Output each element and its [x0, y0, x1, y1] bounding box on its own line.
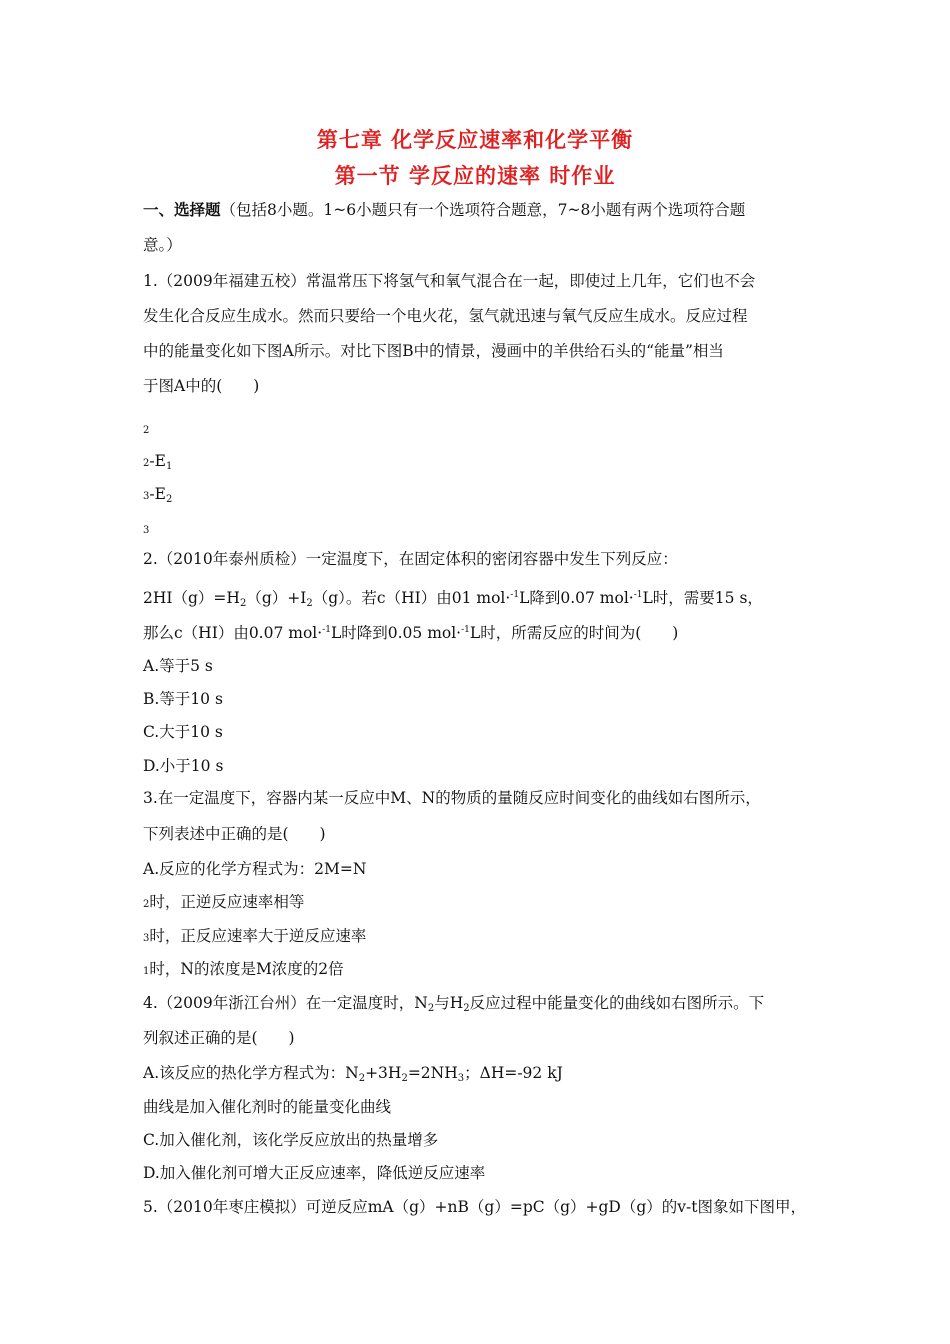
q4-option-a-sub2: 2: [401, 1073, 408, 1084]
q4-option-a-sub3: 3: [457, 1073, 465, 1084]
q4-option-a-d: ；ΔH=-92 kJ: [464, 1064, 563, 1082]
q2-option-d: D.小于10 s: [143, 757, 224, 775]
chapter-title: 第七章 化学反应速率和化学平衡: [316, 127, 634, 152]
q2-line-2-sup2: -1: [633, 590, 643, 600]
q2-line-3-sup2: -1: [461, 625, 470, 635]
section-title: 第一节 学反应的速率 时作业: [334, 163, 616, 188]
q2-line-2-sup1: -1: [510, 590, 520, 600]
q2-line-3: [143, 620, 678, 643]
q3-option-d-text: 时，N的浓度是M浓度的2倍: [149, 960, 344, 978]
q2-option-a: A.等于5 s: [143, 657, 213, 675]
q4-line-2: 列叙述正确的是( ): [143, 1029, 295, 1047]
intro-line-1: [143, 200, 745, 220]
q2-option-c: C.大于10 s: [143, 723, 223, 741]
q4-option-b: 曲线是加入催化剂时的能量变化曲线: [143, 1098, 392, 1116]
q3-option-b-sub: 2: [143, 899, 150, 910]
q3-option-a: A.反应的化学方程式为：2M=N: [143, 860, 367, 878]
q2-line-2-sub1: 2: [239, 598, 247, 609]
q2-line-2-c: （g）。若c（HI）由01 mol·: [312, 589, 511, 607]
q2-line-1: 2.（2010年泰州质检）一定温度下，在固定体积的密闭容器中发生下列反应：: [143, 550, 678, 568]
q2-line-2-sub2: 2: [306, 598, 313, 609]
q4-option-a-sub1: 2: [358, 1073, 366, 1084]
q4-option-d: D.加入催化剂可增大正反应速率，降低逆反应速率: [143, 1164, 486, 1182]
q2-line-3-c: L时，所需反应的时间为( ): [469, 624, 679, 642]
q4-option-a-c: =2NH: [407, 1064, 458, 1082]
q1-option-b-text: -E: [149, 452, 166, 470]
q1-option-a-sub: 2: [143, 425, 150, 436]
q4-line-1: [143, 993, 764, 1019]
q2-line-2: [143, 585, 763, 614]
q4-option-a: [143, 1063, 563, 1089]
q3-option-b-text: 时，正逆反应速率相等: [149, 893, 305, 911]
q1-option-d-sub: 3: [143, 525, 150, 536]
q4-line-1-sub1: 2: [427, 1003, 435, 1014]
q1-option-b-sub: 2: [143, 458, 150, 469]
q3-line-2: 下列表述中正确的是( ): [143, 825, 326, 843]
q1-line-1: 1.（2009年福建五校）常温常压下将氢气和氧气混合在一起，即使过上几年，它们也不会: [143, 272, 756, 290]
q1-option-c: [143, 484, 172, 510]
q1-option-b-sub2: 1: [165, 461, 173, 472]
q5-line-1: 5.（2010年枣庄模拟）可逆反应mA（g）+nB（g）=pC（g）+gD（g）的v-t图象如下图甲，: [143, 1198, 807, 1216]
q1-line-3: 中的能量变化如下图A所示。对比下图B中的情景，漫画中的羊供给石头的“能量”相当: [143, 342, 724, 360]
q4-option-a-a: A.该反应的热化学方程式为：N: [143, 1064, 359, 1082]
q2-line-2-e: L时，需要15 s，: [642, 589, 763, 607]
q2-line-2-d: L降到0.07 mol·: [519, 589, 634, 607]
intro-heading: 一、选择题: [143, 200, 221, 219]
q3-option-c: [143, 926, 366, 949]
q2-line-3-b: L时降到0.05 mol·: [330, 624, 462, 642]
intro-line-2: 意。）: [143, 236, 182, 254]
q4-option-a-b: +3H: [365, 1064, 402, 1082]
q1-line-2: 发生化合反应生成水。然而只要给一个电火花，氢气就迅速与氧气反应生成水。反应过程: [143, 307, 748, 325]
q4-line-1-a: 4.（2009年浙江台州）在一定温度时，N: [143, 994, 428, 1012]
q3-option-d: [143, 959, 344, 982]
intro-text: （包括8小题。1~6小题只有一个选项符合题意，7~8小题有两个选项符合题: [220, 201, 746, 219]
q4-line-1-sub2: 2: [463, 1003, 470, 1014]
q3-line-1: 3.在一定温度下，容器内某一反应中M、N的物质的量随反应时间变化的曲线如右图所示，: [143, 789, 761, 807]
q4-line-1-b: 与H: [434, 994, 464, 1012]
q2-option-b: B.等于10 s: [143, 690, 223, 708]
q1-option-c-sub2: 2: [165, 494, 173, 505]
q1-option-d: [143, 518, 149, 541]
q4-line-1-c: 反应过程中能量变化的曲线如右图所示。下: [469, 994, 765, 1012]
q2-line-2-b: （g）+I: [246, 589, 307, 607]
q3-option-c-text: 时，正反应速率大于逆反应速率: [149, 927, 367, 945]
q1-option-c-sub: 3: [143, 491, 150, 502]
q3-option-c-sub: 3: [143, 933, 150, 944]
q3-option-d-sub: 1: [143, 966, 150, 977]
q1-line-4: 于图A中的( ): [143, 377, 260, 395]
q1-option-c-text: -E: [149, 485, 166, 503]
q2-line-2-a: 2HI（g）=H: [143, 589, 240, 607]
q1-option-a: [143, 418, 149, 441]
q1-option-b: [143, 451, 172, 477]
q2-line-3-sup1: -1: [322, 625, 331, 635]
q4-option-c: C.加入催化剂，该化学反应放出的热量增多: [143, 1131, 439, 1149]
q2-line-3-a: 那么c（HI）由0.07 mol·: [143, 624, 323, 642]
q3-option-b: [143, 892, 304, 915]
